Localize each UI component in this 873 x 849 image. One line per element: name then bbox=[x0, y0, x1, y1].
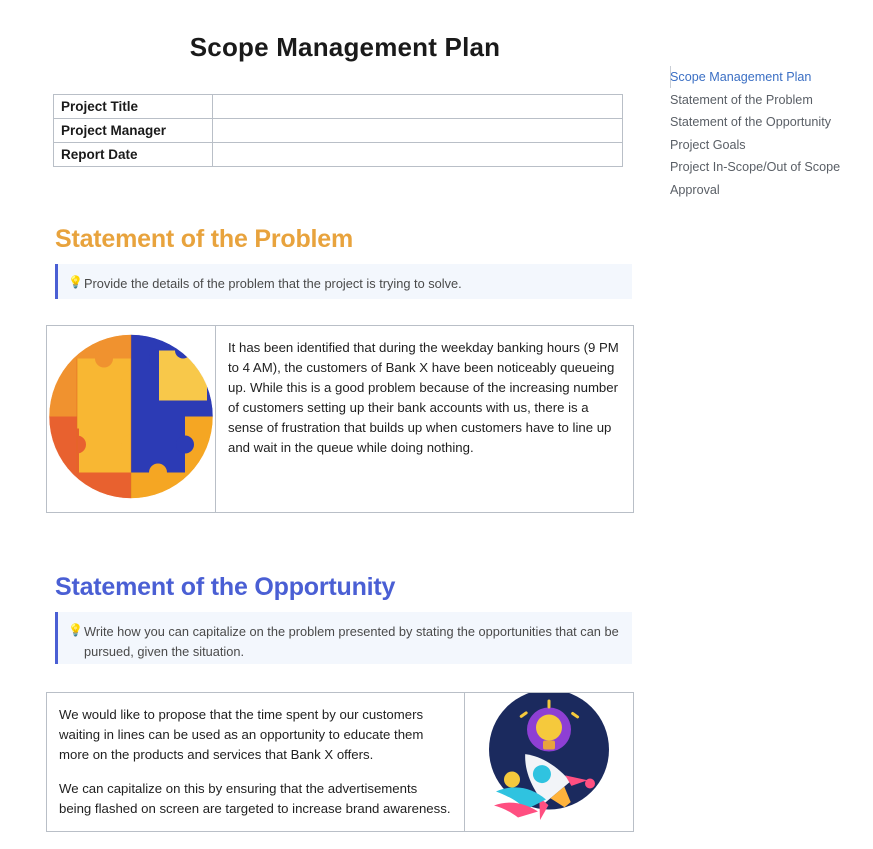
rocket-lightbulb-illustration bbox=[464, 693, 633, 831]
project-title-value[interactable] bbox=[213, 95, 623, 119]
outline-panel bbox=[670, 66, 870, 201]
table-row bbox=[54, 143, 623, 167]
section-heading-opportunity: Statement of the Opportunity bbox=[55, 573, 396, 601]
outline-item-scope-management-plan[interactable]: Scope Management Plan bbox=[670, 70, 812, 84]
lightbulb-icon: 💡 bbox=[68, 623, 83, 637]
report-date-label: Report Date bbox=[54, 143, 213, 167]
project-manager-label: Project Manager bbox=[54, 119, 213, 143]
hint-text-problem: Provide the details of the problem that the project is trying to solve. bbox=[84, 276, 462, 291]
puzzle-circle-illustration bbox=[47, 326, 216, 512]
problem-body-text[interactable] bbox=[216, 326, 633, 512]
opportunity-paragraph-1: We would like to propose that the time spent by our customers waiting in lines can be used as an opportunity to educate them more on the products and services that Bank X offers. bbox=[59, 707, 424, 763]
lightbulb-icon: 💡 bbox=[68, 275, 83, 289]
puzzle-circle-graphic bbox=[49, 329, 213, 510]
project-info-table bbox=[53, 94, 623, 167]
problem-paragraph: It has been identified that during the weekday banking hours (9 PM to 4 AM), the customers of Bank X have been noticeably queueing up. While this is a good problem because of the increasing number of customers setting up their bank accounts with us, there is a sense of frustration that builds up when customers have to line up and wait in the queue while doing nothing. bbox=[228, 340, 619, 456]
hint-text-opportunity: Write how you can capitalize on the problem presented by stating the opportunities that can be pursued, given the situation. bbox=[84, 624, 619, 659]
opportunity-body-text[interactable] bbox=[47, 693, 464, 831]
problem-content-box bbox=[46, 325, 634, 513]
hint-box-opportunity bbox=[55, 612, 632, 664]
report-date-value[interactable] bbox=[213, 143, 623, 167]
table-row bbox=[54, 95, 623, 119]
page-title: Scope Management Plan bbox=[189, 32, 501, 62]
section-heading-problem: Statement of the Problem bbox=[55, 225, 354, 253]
outline-item-statement-of-the-problem[interactable]: Statement of the Problem bbox=[670, 92, 813, 107]
outline-item-statement-of-the-opportunity[interactable]: Statement of the Opportunity bbox=[670, 115, 832, 129]
outline-item-project-goals[interactable]: Project Goals bbox=[670, 137, 746, 152]
project-manager-value[interactable] bbox=[213, 119, 623, 143]
hint-box-problem bbox=[55, 264, 632, 299]
opportunity-paragraph-2: We can capitalize on this by ensuring that the advertisements being flashed on screen are targeted to increase brand awareness. bbox=[59, 781, 451, 817]
table-row bbox=[54, 119, 623, 143]
outline-item-approval[interactable]: Approval bbox=[670, 182, 720, 197]
rocket-lightbulb-graphic bbox=[474, 693, 624, 831]
opportunity-content-box bbox=[46, 692, 634, 832]
outline-item-project-in-scope-out-of-scope[interactable]: Project In-Scope/Out of Scope bbox=[670, 160, 841, 174]
project-title-label: Project Title bbox=[54, 95, 213, 119]
